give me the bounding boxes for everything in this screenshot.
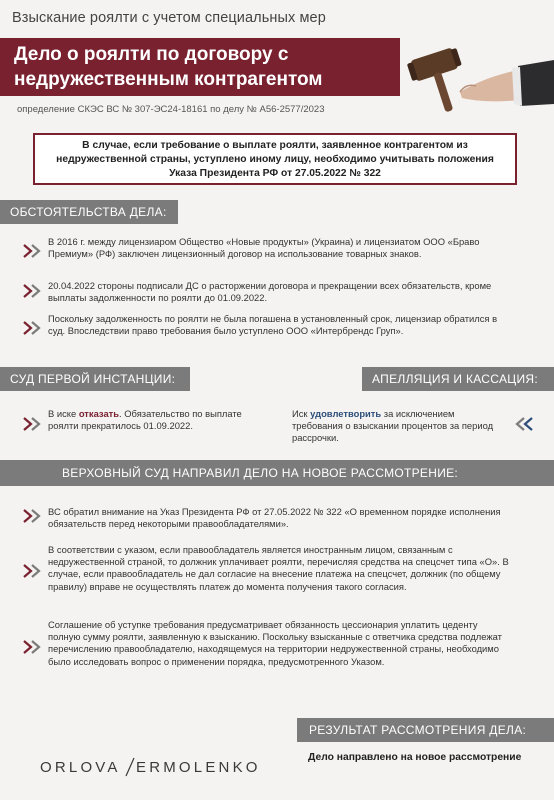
gavel-hand-image — [400, 34, 554, 112]
circumstance-item-1: В 2016 г. между лицензиаром Общество «Новые продукты» (Украина) и лицензиатом ООО «Браво Премиум» (РФ) заключен лицензионный договор на использование товарных знаков. — [48, 236, 480, 260]
double-chevron-icon — [22, 509, 44, 523]
first-instance-rest: . Обязательство по выплате роялти прекратилось 01.09.2022. — [48, 408, 242, 432]
page-title — [0, 38, 400, 96]
supreme-court-heading: ВЕРХОВНЫЙ СУД НАПРАВИЛ ДЕЛО НА НОВОЕ РАССМОТРЕНИЕ: — [0, 460, 554, 486]
first-instance-heading: СУД ПЕРВОЙ ИНСТАНЦИИ: — [0, 367, 190, 391]
supreme-item-1: ВС обратил внимание на Указ Президента РФ от 27.05.2022 № 322 «О временном порядке исполнения обязательств перед некоторыми правообладателями». — [48, 506, 501, 530]
appeal-prefix: Иск — [292, 408, 311, 419]
double-chevron-icon — [22, 321, 44, 335]
first-instance-decision: отказать — [78, 408, 120, 419]
page-topline: Взыскание роялти с учетом специальных мер — [12, 10, 326, 26]
title-line-1: Дело о роялти по договору с — [14, 44, 289, 65]
appeal-decision: удовлетворить — [310, 408, 382, 419]
appeal-heading: АПЕЛЛЯЦИЯ И КАССАЦИЯ: — [362, 367, 554, 391]
key-conclusion-callout: В случае, если требование о выплате роялти, заявленное контрагентом из недружественной страны, уступлено иному лицу, необходимо учитывать положения Указа Президента РФ от 27.05.2022 № 322 — [33, 133, 517, 185]
circumstance-item-3: Поскольку задолженность по роялти не была погашена в установленный срок, лицензиар обратился в суд. Впоследствии право требования было уступлено ООО «Интербрендс Груп». — [48, 313, 498, 337]
double-chevron-icon — [22, 244, 44, 258]
result-text: Дело направлено на новое рассмотрение — [308, 752, 522, 763]
first-instance-text — [48, 408, 243, 432]
double-chevron-icon — [22, 284, 44, 298]
logo-right: ERMOLENKO — [136, 759, 261, 776]
double-chevron-icon — [22, 564, 44, 578]
circumstances-heading: ОБСТОЯТЕЛЬСТВА ДЕЛА: — [0, 200, 178, 224]
double-chevron-icon — [22, 417, 44, 431]
firm-logo — [40, 756, 280, 778]
first-instance-prefix: В иске — [48, 408, 79, 419]
double-chevron-icon — [22, 640, 44, 654]
title-line-2: недружественным контрагентом — [14, 69, 323, 90]
double-chevron-left-icon — [512, 417, 534, 431]
circumstance-item-2: 20.04.2022 стороны подписали ДС о расторжении договора и прекращении всех обязательств, кроме выплаты задолженности по роялти до 01.09.2022. — [48, 280, 492, 304]
supreme-item-3: Соглашение об уступке требования предусматривает обязанность цессионария уплатить цеденту полную сумму роялти, заявленную к взысканию. Поскольку взысканные с ответчика средства подлежат перечислению правообладателю, находящемуся на территории недружественной страны, необходимо было исследовать вопрос о применении порядка, предусмотренного Указом. — [48, 619, 502, 667]
case-reference: определение СКЭС ВС № 307-ЭС24-18161 по делу № А56-2577/2023 — [17, 104, 325, 115]
result-heading: РЕЗУЛЬТАТ РАССМОТРЕНИЯ ДЕЛА: — [297, 718, 554, 742]
appeal-text — [292, 408, 504, 445]
appeal-rest: за исключением требования о взыскании процентов за период рассрочки. — [292, 408, 494, 444]
logo-left: ORLOVA — [40, 759, 121, 776]
supreme-item-2: В соответствии с указом, если правообладатель является иностранным лицом, связанным с недружественной страной, то должник уплачивает роялти, перечисляя средства на спецсчет типа «О». В случае, если правообладатель не дал согласие на внесение платежа на спецсчет, должник (по общему правилу) вправе не осуществлять платеж до момента получения такого согласия. — [48, 544, 509, 592]
